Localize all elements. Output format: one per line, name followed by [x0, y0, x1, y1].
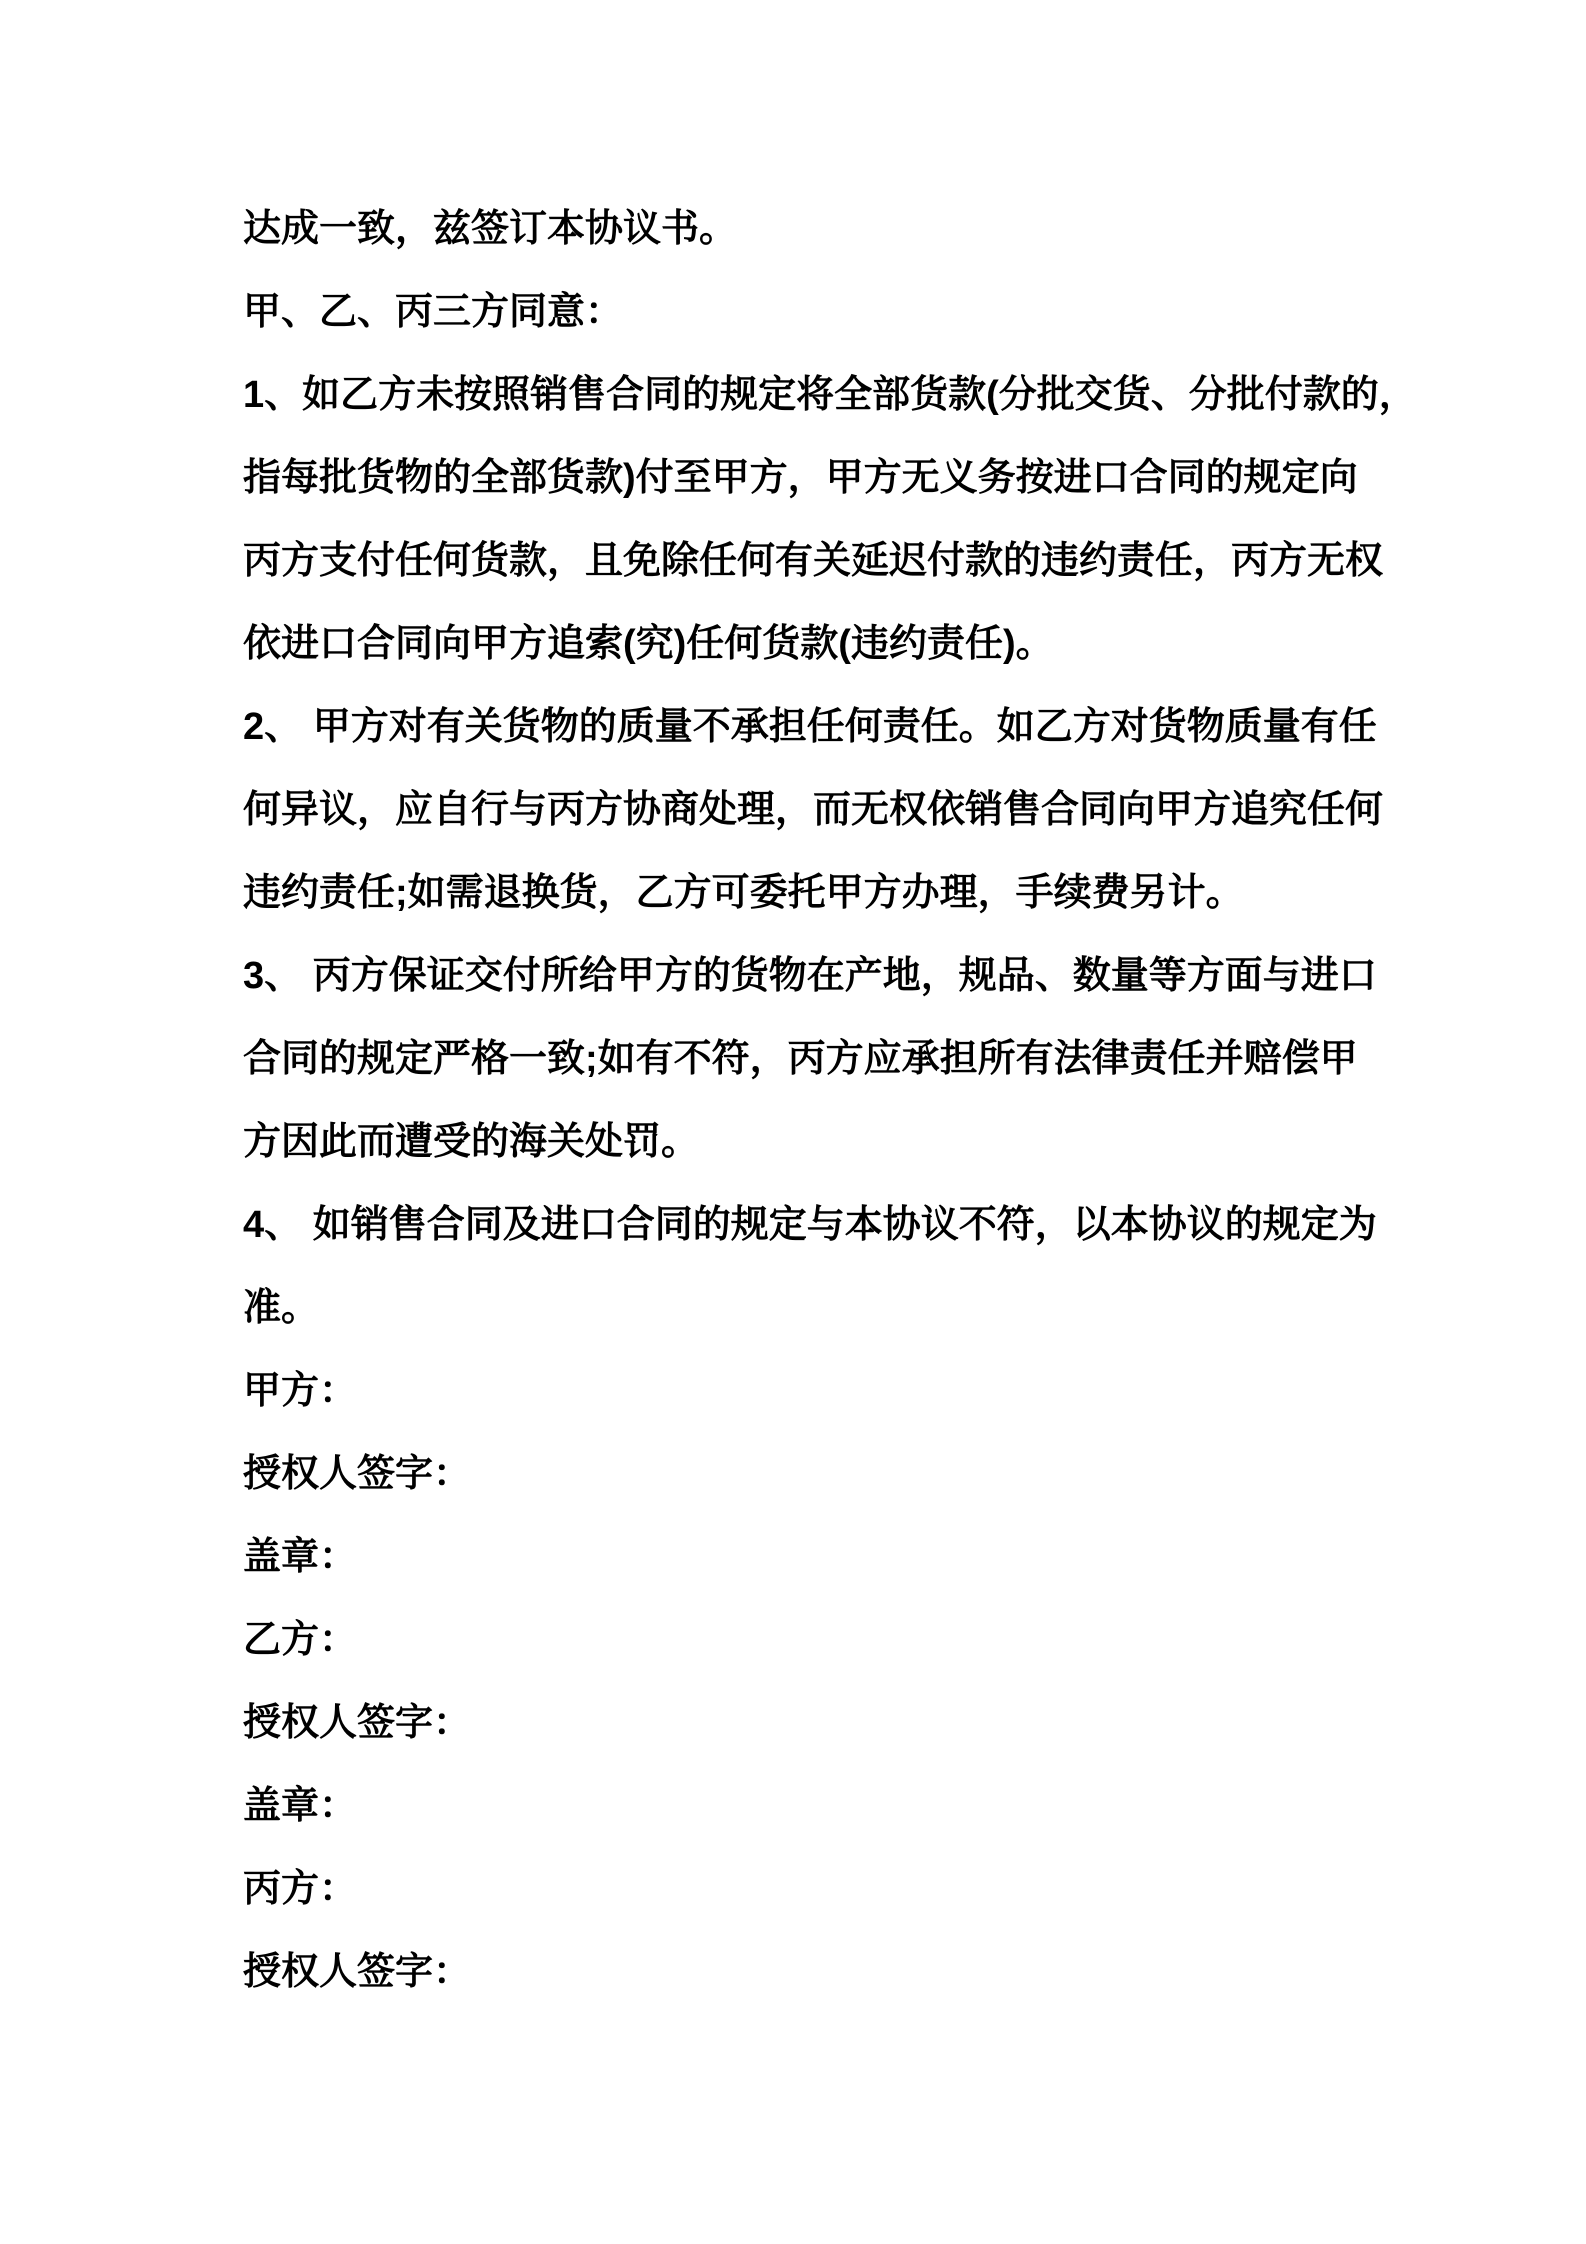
- party-c-label: 丙方：: [243, 1868, 358, 1910]
- parties-agree-line: 甲、乙、丙三方同意：: [243, 291, 624, 333]
- clause-2-line-2: 何异议，应自行与丙方协商处理，而无权依销售合同向甲方追究任何: [243, 789, 1384, 831]
- party-a-label: 甲方：: [243, 1370, 358, 1412]
- clause-3-line-1: 3、 丙方保证交付所给甲方的货物在产地，规品、数量等方面与进口: [243, 955, 1377, 997]
- clause-1-line-1: 1、如乙方未按照销售合同的规定将全部货款(分批交货、分批付款的，: [243, 374, 1417, 416]
- party-c-signature-label: 授权人签字：: [243, 1951, 472, 1993]
- clause-4-line-2: 准。: [243, 1287, 320, 1329]
- clause-2-line-3: 违约责任;如需退换货，乙方可委托甲方办理，手续费另计。: [243, 872, 1244, 914]
- party-b-label: 乙方：: [243, 1619, 358, 1661]
- clause-1-line-4: 依进口合同向甲方追索(究)任何货款(违约责任)。: [243, 623, 1054, 665]
- clause-2-line-1: 2、 甲方对有关货物的质量不承担任何责任。如乙方对货物质量有任: [243, 706, 1377, 748]
- clause-1-line-3: 丙方支付任何货款，且免除任何有关延迟付款的违约责任，丙方无权: [243, 540, 1384, 582]
- party-a-signature-label: 授权人签字：: [243, 1453, 472, 1495]
- clause-3-line-2: 合同的规定严格一致;如有不符，丙方应承担所有法律责任并赔偿甲: [243, 1038, 1358, 1080]
- party-b-signature-label: 授权人签字：: [243, 1702, 472, 1744]
- intro-line: 达成一致，兹签订本协议书。: [243, 208, 738, 250]
- clause-3-line-3: 方因此而遭受的海关处罚。: [243, 1121, 700, 1163]
- party-a-seal-label: 盖章：: [243, 1536, 358, 1578]
- clause-4-line-1: 4、 如销售合同及进口合同的规定与本协议不符，以本协议的规定为: [243, 1204, 1377, 1246]
- contract-body: [243, 188, 1417, 2014]
- clause-1-line-2: 指每批货物的全部货款)付至甲方，甲方无义务按进口合同的规定向: [243, 457, 1358, 499]
- party-b-seal-label: 盖章：: [243, 1785, 358, 1827]
